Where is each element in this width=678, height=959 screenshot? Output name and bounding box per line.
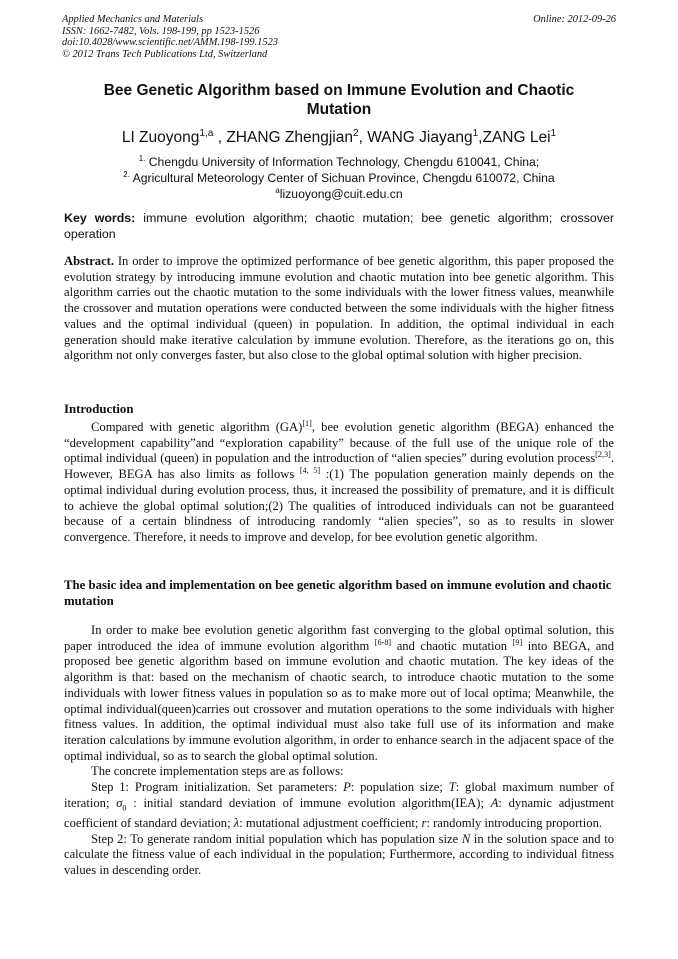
text-run: : population size; bbox=[350, 780, 449, 795]
author-name: WANG Jiayang bbox=[367, 129, 473, 146]
method-body bbox=[64, 623, 614, 879]
email-mark: a bbox=[275, 185, 280, 195]
keywords bbox=[64, 211, 614, 242]
introduction-body bbox=[64, 420, 614, 546]
step-2 bbox=[64, 832, 614, 879]
text-run: : dynamic adjustment coefficient of standard deviation; bbox=[64, 795, 614, 830]
affiliation-text: Agricultural Meteorology Center of Sichuan Province, Chengdu 610072, China bbox=[132, 171, 555, 185]
text-run: , bee evolution genetic algorithm (BEGA) enhanced the “development capability”and “exploration capability” because of the full use of the unique role of the optimal individual (queen) in population and the introduction of “alien species” during evolution process bbox=[64, 420, 614, 466]
abstract-text: In order to improve the optimized performance of bee genetic algorithm, this paper proposed the evolution strategy by introducing immune evolution and chaotic mutation into bee genetic algorithm. This algorithm carries out the chaotic mutation to the some individuals with the lower fitness values, meanwhile the crossover and mutation operations were conducted between the some individuals with the higher fitness values and the optimal individual (queen) in population. In addition, the optimal individual in each generation should make iterative calculation by immune evolution. Therefore, as the iterations go on, this algorithm not only converges faster, but also close to the global optimal solution with higher precision. bbox=[64, 254, 614, 363]
author-name: ZANG Lei bbox=[482, 129, 551, 146]
text-run: in the solution space and to calculate the fitness value of each individual in the population; Furthermore, according to individual fitness values in descending order. bbox=[64, 831, 614, 878]
text-run: into BEGA, and proposed bee genetic algorithm based on immune evolution and chaotic mutation. The key ideas of the algorithm is that: based on the mechanism of chaotic search, to introduce chaotic mutation to the some individuals with lower fitness values in population so as to make more out of local optima; Meanwhile, the optimal individual(queen)carries out crossover and mutation operations to the some individuals with higher fitness values. In addition, the optimal individual must also take full use of its information and make iteration calculations by immune evolution algorithm, in order to enhance search in the adjacent space of the optimal individual, so as to search the global optimal solution. bbox=[64, 638, 614, 763]
abstract-label: Abstract. bbox=[64, 254, 115, 268]
doi-line: doi:10.4028/www.scientific.net/AMM.198-199.1523 bbox=[62, 37, 278, 49]
text-run: Compared with genetic algorithm (GA) bbox=[91, 420, 303, 434]
issn-line: ISSN: 1662-7482, Vols. 198-199, pp 1523-1526 bbox=[62, 25, 260, 37]
online-date: Online: 2012-09-26 bbox=[533, 14, 616, 25]
text-run: Step 1: Program initialization. Set parameters: bbox=[91, 780, 344, 795]
paragraph bbox=[64, 623, 614, 764]
symbol-lambda: λ bbox=[233, 815, 240, 830]
keywords-text: immune evolution algorithm; chaotic mutation; bee genetic algorithm; crossover operation bbox=[64, 211, 614, 241]
citation: [9] bbox=[512, 637, 523, 647]
affiliation-2 bbox=[40, 171, 638, 186]
text-run: and chaotic mutation bbox=[391, 638, 513, 653]
section-heading-introduction: Introduction bbox=[64, 402, 134, 416]
affiliation-mark: 1. bbox=[138, 153, 146, 163]
paper-title: Bee Genetic Algorithm based on Immune Evolution and Chaotic Mutation bbox=[103, 82, 575, 118]
copyright-line: © 2012 Trans Tech Publications Ltd, Switzerland bbox=[62, 48, 268, 60]
text-run: In order to make bee evolution genetic algorithm fast converging to the global optimal solution, this paper introduced the idea of immune evolution algorithm bbox=[64, 623, 614, 653]
citation: [1] bbox=[302, 418, 312, 428]
author-affiliation-mark: 2 bbox=[352, 127, 359, 139]
text-run: Step 2: To generate random initial population which has population size bbox=[91, 831, 462, 846]
keywords-label: Key words: bbox=[64, 211, 136, 225]
email-link: lizuoyong@cuit.edu.cn bbox=[279, 187, 403, 201]
symbol-subscript: 0 bbox=[122, 803, 127, 813]
text-run: : randomly introducing proportion. bbox=[426, 815, 603, 830]
abstract bbox=[64, 254, 614, 364]
author-list: LI Zuoyong$^{1,a}$ , ZHANG Zhengjian$^2$, WANG Jiayang$^1$,ZANG Lei$^1$ bbox=[121, 127, 557, 146]
paragraph bbox=[64, 420, 614, 546]
author-affiliation-mark: 1 bbox=[472, 127, 479, 139]
text-run: : global maximum number of iteration; bbox=[64, 780, 615, 810]
affiliation-1 bbox=[40, 155, 638, 170]
symbol-r: r bbox=[421, 815, 427, 830]
affiliation-mark: 2. bbox=[123, 169, 130, 179]
symbol-n: N bbox=[461, 831, 471, 846]
citation: [6-8] bbox=[374, 637, 392, 647]
paragraph: The concrete implementation steps are as follows: bbox=[91, 764, 344, 779]
author-name: ZHANG Zhengjian bbox=[226, 129, 353, 146]
text-run: . However, BEGA has also limits as follows bbox=[64, 451, 614, 482]
page-header bbox=[62, 14, 616, 60]
step-1 bbox=[64, 780, 614, 832]
citation: [2,3] bbox=[595, 450, 611, 460]
citation: [4, 5] bbox=[299, 465, 321, 475]
affiliation-text: Chengdu University of Information Technology, Chengdu 610041, China; bbox=[148, 155, 540, 169]
symbol-t: T bbox=[448, 780, 456, 795]
text-run: :(1) The population generation mainly depends on the optimal individual during evolution process, thus, it increased the possibility of premature, and it is difficult to achieve the global optimal solution;(2) The qualities of introduced individuals can not be guaranteed because of a certain blindness of introducing randomly “alien species”, so as to results in slower convergence. Therefore, it needs to improve and develop, for bee evolution genetic algorithm. bbox=[64, 467, 615, 544]
section-heading-method: The basic idea and implementation on bee genetic algorithm based on immune evolution and chaotic mutation bbox=[64, 578, 612, 608]
author-name: LI Zuoyong bbox=[121, 129, 200, 146]
text-run: : mutational adjustment coefficient; bbox=[239, 815, 422, 830]
author-affiliation-mark: 1 bbox=[550, 127, 557, 139]
symbol-a: A bbox=[490, 795, 499, 810]
symbol-p: P bbox=[343, 780, 351, 795]
text-run: : initial standard deviation of immune evolution algorithm(IEA); bbox=[126, 795, 491, 810]
author-email bbox=[40, 187, 638, 202]
author-affiliation-mark: 1,a bbox=[199, 127, 214, 139]
symbol-sigma: σ bbox=[116, 795, 123, 810]
journal-name: Applied Mechanics and Materials bbox=[62, 14, 204, 25]
